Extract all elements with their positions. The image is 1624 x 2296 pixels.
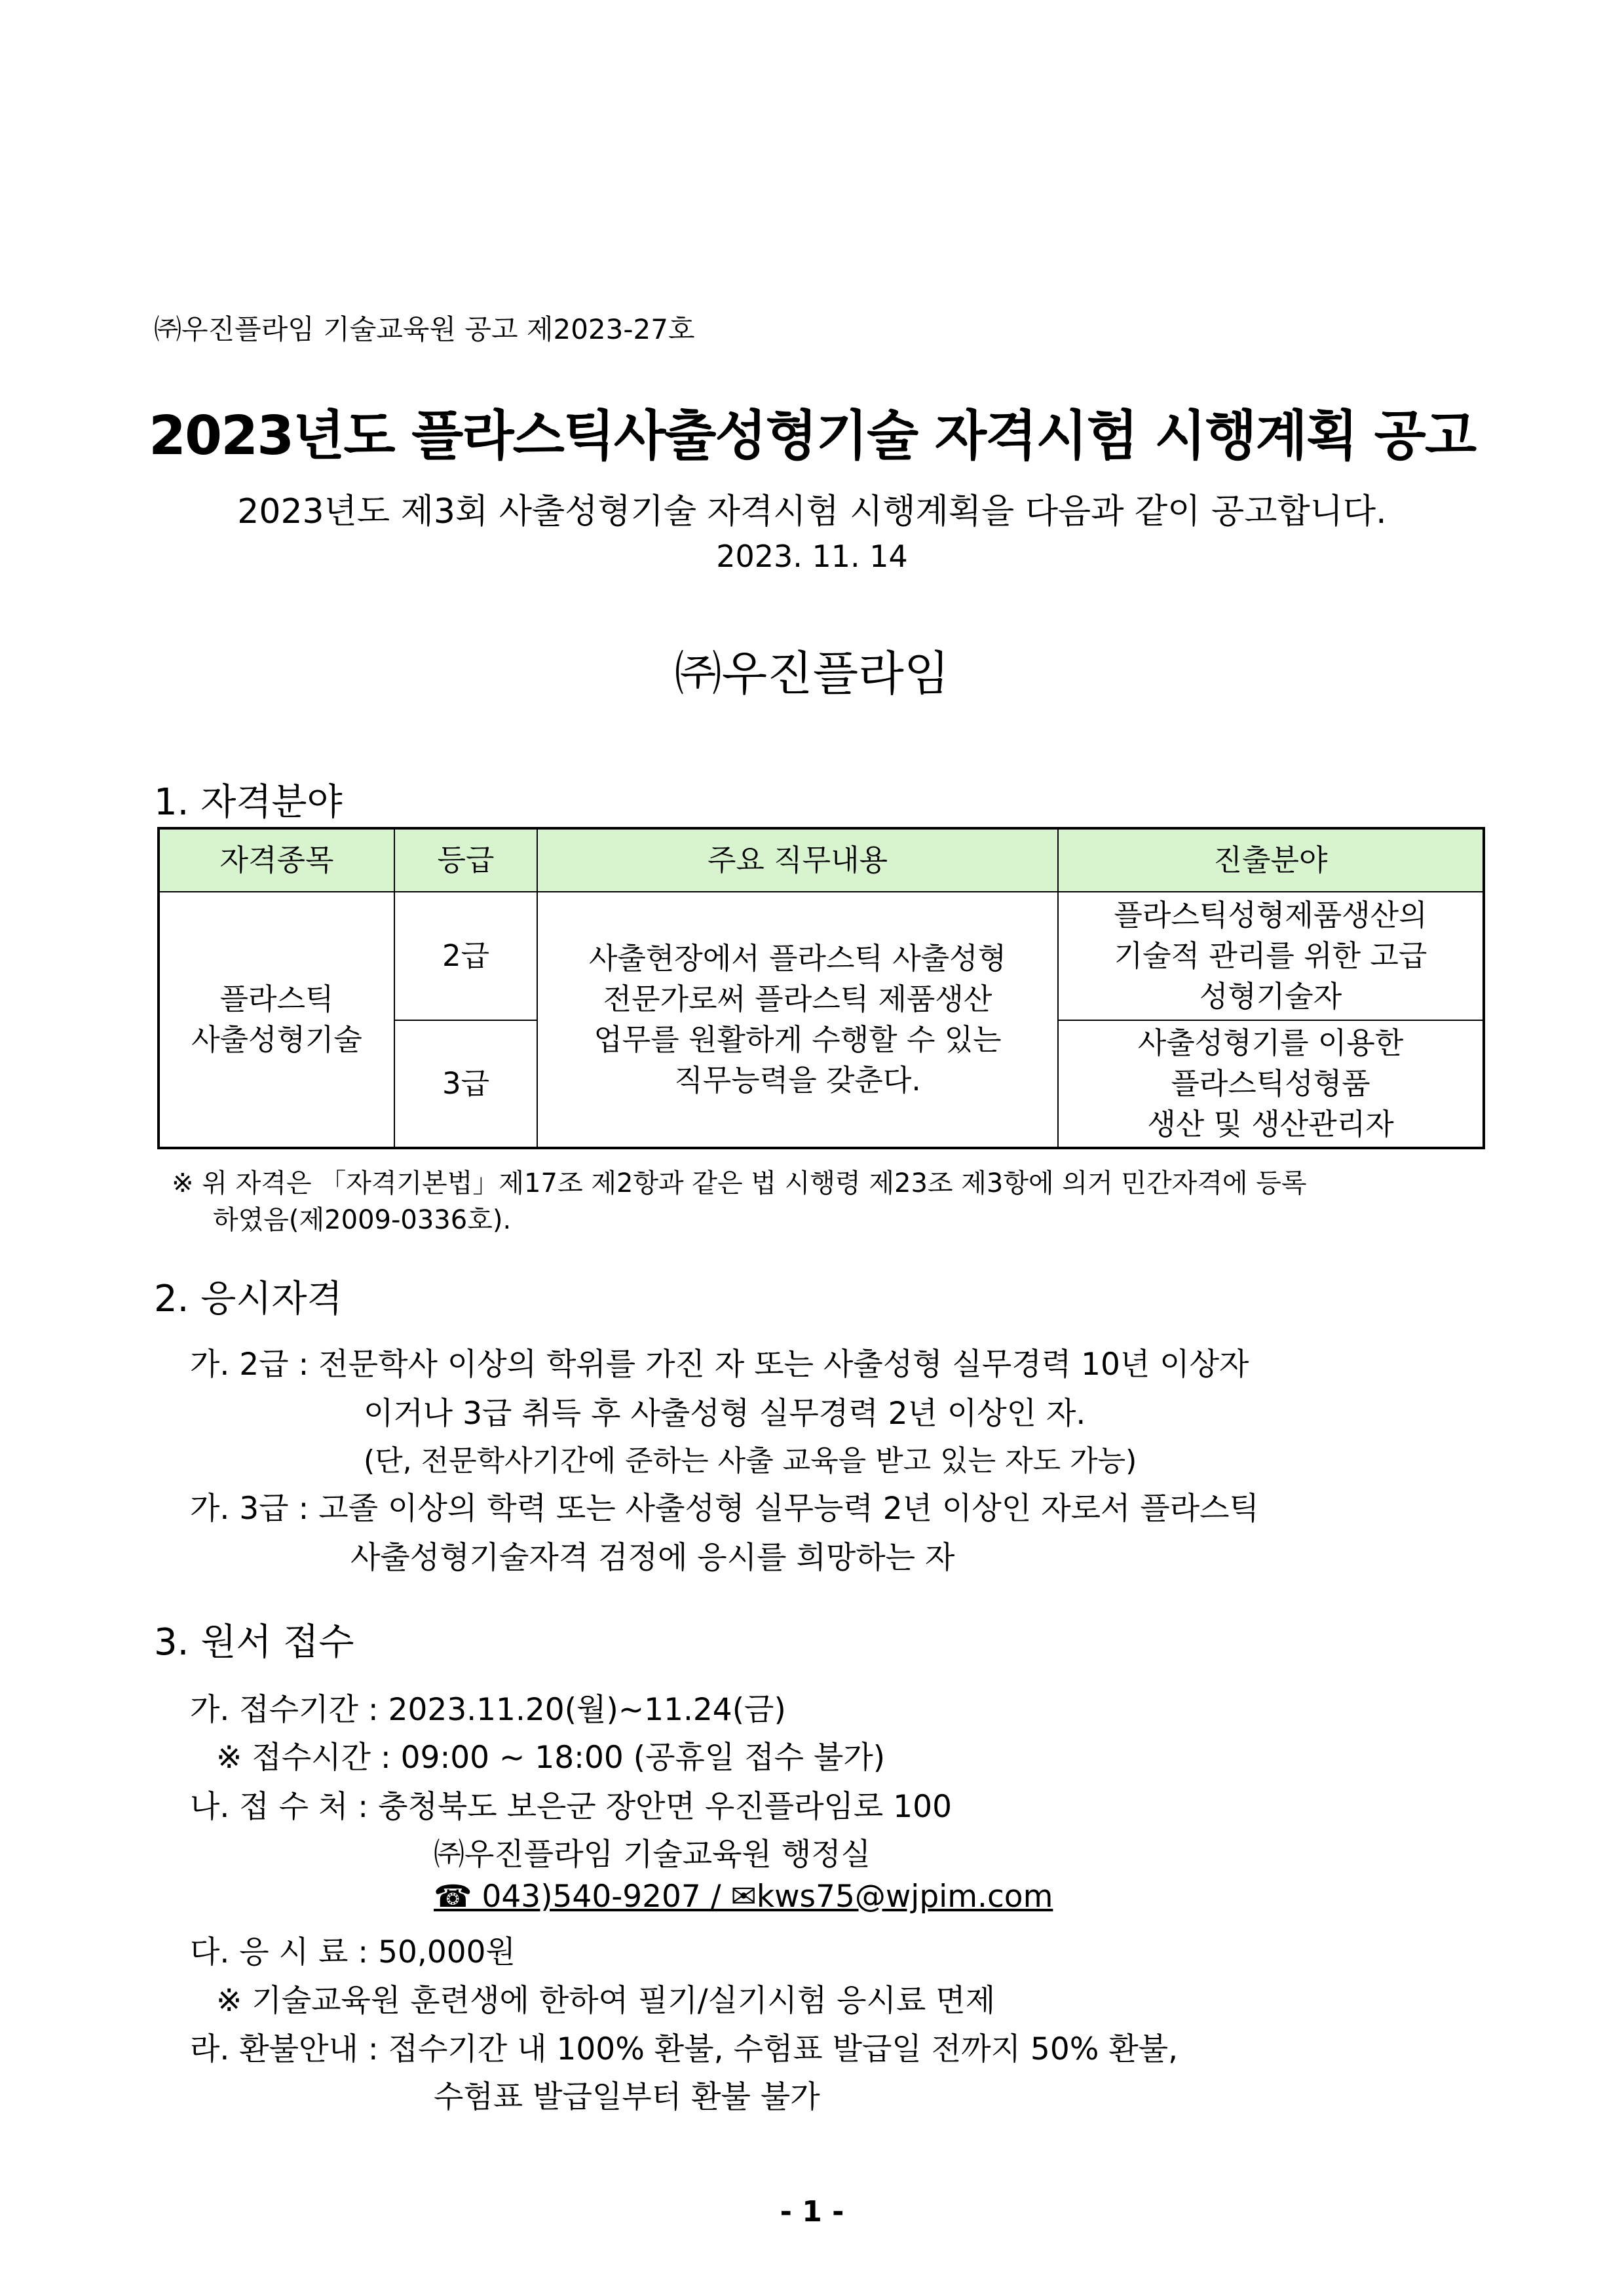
cell-line: 전문가로써 플라스틱 제품생산 bbox=[603, 982, 992, 1016]
application-place: 나. 접 수 처 : 충청북도 보은군 장안면 우진플라임로 100 bbox=[190, 1789, 952, 1825]
grade2-requirement: 가. 2급 : 전문학사 이상의 학위를 가진 자 또는 사출성형 실무경력 10년 이상자 bbox=[190, 1347, 1249, 1383]
header-cell: 자격종목 bbox=[159, 828, 394, 892]
header-cell: 주요 직무내용 bbox=[537, 828, 1058, 892]
field-cell bbox=[1058, 892, 1484, 1020]
refund-policy: 라. 환불안내 : 접수기간 내 100% 환불, 수험표 발급일 전까지 50% 환불, bbox=[190, 2031, 1179, 2067]
header-cell: 등급 bbox=[394, 828, 537, 892]
page-subtitle: 2023년도 제3회 사출성형기술 자격시험 시행계획을 다음과 같이 공고합니다. bbox=[237, 492, 1387, 531]
registration-note-cont: 하였음(제2009-0336호). bbox=[213, 1205, 512, 1235]
company-name: ㈜우진플라임 bbox=[674, 646, 950, 701]
application-hours: ※ 접수시간 : 09:00 ~ 18:00 (공휴일 접수 불가) bbox=[216, 1740, 886, 1776]
section-1-heading: 1. 자격분야 bbox=[154, 781, 343, 824]
grade2-requirement-note: (단, 전문학사기간에 준하는 사출 교육을 받고 있는 자도 가능) bbox=[364, 1444, 1137, 1478]
notice-date: 2023. 11. 14 bbox=[716, 539, 908, 574]
grade3-requirement: 가. 3급 : 고졸 이상의 학력 또는 사출성형 실무능력 2년 이상인 자로서 플라스틱 bbox=[190, 1491, 1259, 1527]
refund-policy-cont: 수험표 발급일부터 환불 불가 bbox=[434, 2079, 820, 2115]
grade-cell: 3급 bbox=[394, 1020, 537, 1148]
header-cell: 진출분야 bbox=[1058, 828, 1484, 892]
cell-line: 사출성형기술 bbox=[191, 1022, 362, 1057]
grade2-requirement-cont: 이거나 3급 취득 후 사출성형 실무경력 2년 이상인 자. bbox=[364, 1396, 1086, 1432]
section-2-heading: 2. 응시자격 bbox=[154, 1278, 343, 1320]
cell-line: 직무능력을 갖춘다. bbox=[674, 1063, 921, 1098]
cell-line: 플라스틱성형제품생산의 bbox=[1114, 898, 1427, 932]
duties-cell bbox=[537, 892, 1058, 1148]
cell-line: 사출현장에서 플라스틱 사출성형 bbox=[588, 941, 1007, 976]
item-cell bbox=[159, 892, 394, 1148]
notice-number: ㈜우진플라임 기술교육원 공고 제2023-27호 bbox=[154, 313, 695, 345]
cell-line: 플라스틱 bbox=[219, 982, 334, 1016]
grade-cell: 2급 bbox=[394, 892, 537, 1020]
cell-line: 사출성형기를 이용한 bbox=[1137, 1025, 1404, 1060]
table-header-row bbox=[159, 828, 1484, 892]
table-row bbox=[159, 892, 1484, 1020]
contact-info[interactable]: ☎ 043)540-9207 / ✉kws75@wjpim.com bbox=[434, 1879, 1053, 1915]
cell-line: 업무를 원활하게 수행할 수 있는 bbox=[594, 1022, 1002, 1057]
cell-line: 생산 및 생산관리자 bbox=[1147, 1107, 1394, 1141]
page-number: - 1 - bbox=[780, 2195, 844, 2229]
field-cell bbox=[1058, 1020, 1484, 1148]
grade3-requirement-cont: 사출성형기술자격 검정에 응시를 희망하는 자 bbox=[350, 1540, 955, 1576]
section-3-heading: 3. 원서 접수 bbox=[154, 1621, 354, 1664]
cell-line: 성형기술자 bbox=[1199, 979, 1342, 1014]
page-title: 2023년도 플라스틱사출성형기술 자격시험 시행계획 공고 bbox=[148, 405, 1476, 467]
fee-exemption-note: ※ 기술교육원 훈련생에 한하여 필기/실기시험 응시료 면제 bbox=[216, 1983, 996, 2019]
application-office: ㈜우진플라임 기술교육원 행정실 bbox=[434, 1837, 871, 1873]
qualification-table bbox=[157, 827, 1485, 1149]
cell-line: 플라스틱성형품 bbox=[1171, 1066, 1370, 1101]
exam-fee: 다. 응 시 료 : 50,000원 bbox=[190, 1934, 516, 1970]
application-period: 가. 접수기간 : 2023.11.20(월)~11.24(금) bbox=[190, 1692, 786, 1728]
registration-note: ※ 위 자격은 「자격기본법」제17조 제2항과 같은 법 시행령 제23조 제3항에 의거 민간자격에 등록 bbox=[172, 1168, 1307, 1198]
cell-line: 기술적 관리를 위한 고급 bbox=[1114, 938, 1427, 973]
